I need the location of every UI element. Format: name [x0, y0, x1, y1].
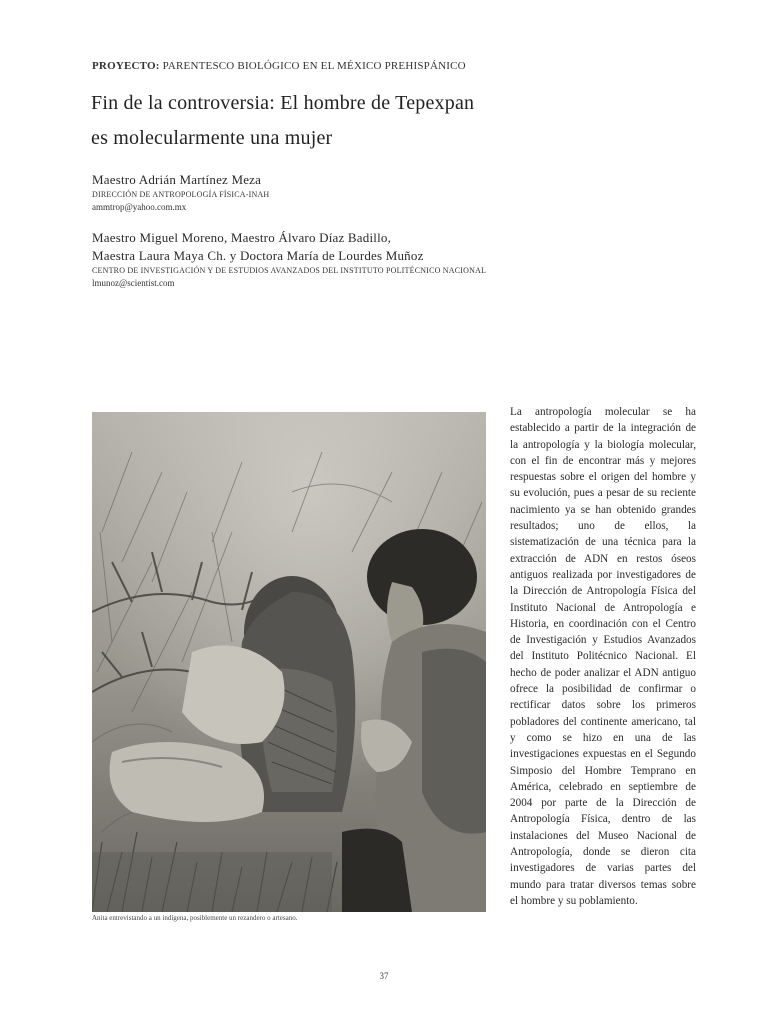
field-photograph	[92, 412, 486, 912]
article-title	[91, 86, 651, 156]
title-line-2: es molecularmente una mujer	[91, 127, 333, 149]
project-kicker	[92, 60, 466, 72]
author-name: Maestro Adrián Martínez Meza	[92, 172, 262, 187]
photo-illustration	[92, 412, 486, 912]
kicker-label: PROYECTO:	[92, 60, 160, 72]
kicker-text: PARENTESCO BIOLÓGICO EN EL MÉXICO PREHISPÁNICO	[162, 60, 466, 72]
author-names-line-1: Maestro Miguel Moreno, Maestro Álvaro Díaz Badillo,	[92, 230, 392, 245]
photo-caption: Anita entrevistando a un indígena, posiblemente un rezandero o artesano.	[92, 914, 298, 922]
author-email: ammtrop@yahoo.com.mx	[92, 202, 187, 212]
author-block-2	[92, 229, 652, 290]
author-institution: CENTRO DE INVESTIGACIÓN Y DE ESTUDIOS AVANZADOS DEL INSTITUTO POLITÉCNICO NACIONAL	[92, 266, 487, 275]
author-institution: DIRECCIÓN DE ANTROPOLOGÍA FÍSICA-INAH	[92, 190, 270, 199]
title-line-1: Fin de la controversia: El hombre de Tepexpan	[91, 92, 475, 114]
author-email: lmunoz@scientist.com	[92, 278, 175, 288]
body-paragraph: La antropología molecular se ha establecido a partir de la integración de la antropología y la biología molecular, con el fin de encontrar más y mejores respuestas sobre el origen del hombre y su evolución, pues a pesar de su reciente nacimiento ya se han obtenido grandes resultados; uno de ellos, la sistematización de una técnica para la extracción de ADN en restos óseos antiguos realizada por investigadores de la Dirección de Antropología Física del Instituto Nacional de Antropología e Historia, en coordinación con el Centro de Investigación y Estudios Avanzados del Instituto Politécnico Nacional. El hecho de poder analizar el ADN antiguo ofrece la posibilidad de confirmar o rectificar datos sobre los primeros pobladores del continente americano, tal y como se hizo en una de las investigaciones expuestas en el Segundo Simposio del Hombre Temprano en América, celebrado en septiembre de 2004 por parte de la Dirección de Antropología Física, dentro de las instalaciones del Museo Nacional de Antropología, donde se dieron cita investigadores de varias partes del mundo para tratar diversos temas sobre el hombre y su poblamiento.	[510, 406, 696, 907]
author-block-1	[92, 171, 652, 214]
author-names-line-2: Maestra Laura Maya Ch. y Doctora María de Lourdes Muñoz	[92, 248, 424, 263]
page-number: 37	[379, 971, 389, 981]
